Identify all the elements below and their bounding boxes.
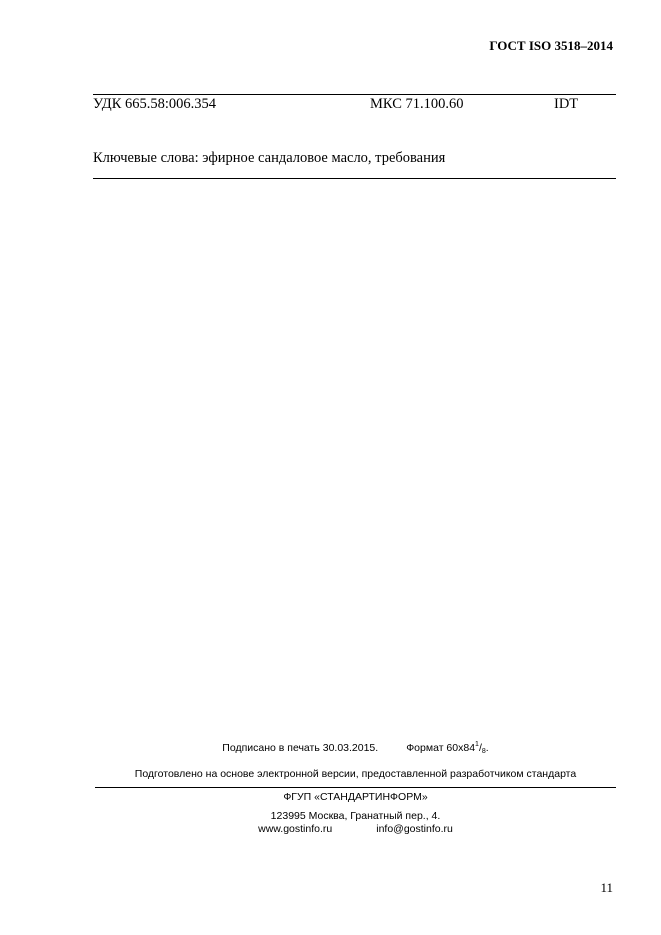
format-denominator: 8 [481,748,486,755]
website-link[interactable]: www.gostinfo.ru [258,823,333,835]
publisher-address: 123995 Москва, Гранатный пер., 4. [270,810,441,822]
udk-code: УДК 665.58:006.354 [93,96,217,112]
keywords-line: Ключевые слова: эфирное сандаловое масло, требования [93,150,446,166]
format-prefix: Формат 60х84 [406,742,476,754]
format-numerator: 1 [475,741,479,748]
signed-date: Подписано в печать 30.03.2015. [222,742,379,754]
publisher-name: ФГУП «СТАНДАРТИНФОРМ» [283,791,428,803]
email-link[interactable]: info@gostinfo.ru [376,823,453,835]
mks-code: МКС 71.100.60 [370,96,464,112]
keywords-rule [93,178,616,179]
degree-of-correspondence: IDT [554,96,579,112]
page-number: 11 [600,880,613,895]
publisher-rule [95,787,616,788]
publisher-contacts [0,823,661,835]
standard-designation: ГОСТ ISO 3518–2014 [489,38,613,53]
imprint-signed-format [0,741,661,755]
prepared-note: Подготовлено на основе электронной версии, предоставленной разработчиком стандарта [134,768,577,780]
format-suffix: . [485,742,489,754]
top-rule [93,94,616,95]
paper-format: Формат $60х84^1/_8$. [406,741,489,755]
